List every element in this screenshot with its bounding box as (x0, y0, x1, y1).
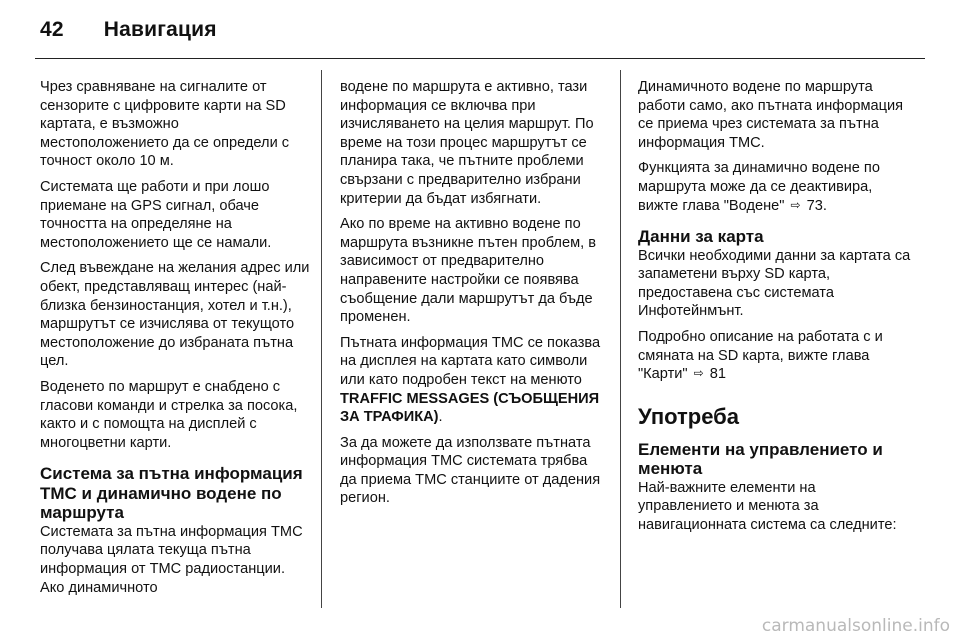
heading-tmc: Система за пътна информация TMC и динамично водене по маршрута (40, 464, 303, 523)
paragraph-text: Подробно описание на работата с и смяната на SD карта, вижте глава "Карти" (638, 329, 883, 383)
paragraph (638, 159, 913, 215)
column-divider (321, 70, 322, 608)
heading-usage: Употреба (638, 403, 740, 429)
paragraph (638, 328, 913, 384)
heading-map-data: Данни за карта (638, 227, 764, 247)
paragraph: Всички необходими данни за картата са запаметени върху SD карта, предоставена със системата Инфотейнмънт. (638, 247, 911, 320)
paragraph: Ако по време на активно водене по маршрута възникне пътен проблем, в зависимост от предварително направените настройки се появява съобщение дали маршрутът да бъде променен. (340, 216, 596, 326)
paragraph: Най-важните елементи на управлението и менюта за навигационната система са следните: (638, 479, 897, 533)
column-3 (638, 78, 913, 542)
page-ref-arrow-icon: ⇨ (693, 366, 704, 381)
heading-controls: Елементи на управлението и менюта (638, 439, 883, 479)
section-title: Навигация (103, 18, 217, 41)
column-divider (620, 70, 621, 608)
column-2 (340, 78, 605, 515)
paragraph-text: Пътната информация TMC се показва на дисплея на картата като символи или като подробен текст на менюто (340, 334, 601, 388)
page-ref: 73. (802, 197, 827, 214)
paragraph (340, 334, 605, 427)
page-header (40, 12, 217, 48)
paragraph-text: Функцията за динамично водене по маршрута може да се деактивира, вижте глава "Водене" (638, 160, 880, 214)
watermark: carmanualsonline.info (761, 616, 950, 636)
paragraph-text: . (438, 409, 443, 426)
paragraph: Воденето по маршрут е снабдено с гласови команди и стрелка за посока, както и с помощта на дисплей с многоцветни карти. (40, 378, 298, 451)
header-rule (35, 58, 925, 59)
paragraph: Динамичното водене по маршрута работи само, ако пътната информация се приема чрез системата за пътна информация TMC. (638, 79, 904, 151)
paragraph: За да можете да използвате пътната информация TMC системата трябва да приема TMC станциите от дадения регион. (340, 434, 601, 507)
menu-name-traffic-messages: TRAFFIC MESSAGES (СЪОБЩЕНИЯ ЗА ТРАФИКА) (340, 390, 600, 426)
column-1 (40, 78, 310, 604)
paragraph: Чрез сравняване на сигналите от сензорите с цифровите карти на SD картата, е възможно местоположението да се определи с точност около 10 м. (40, 79, 290, 170)
paragraph: водене по маршрута е активно, тази информация се включва при изчисляването на целия маршрут. По време на този процес маршрутът се планира така, че пътните проблеми свързани с предварително избрани критерии да бъдат избягнати. (340, 79, 594, 207)
page-ref: 81 (705, 366, 727, 383)
paragraph: Системата ще работи и при лошо приемане на GPS сигнал, обаче точността на определяне на местоположението ще се намали. (40, 178, 272, 251)
page-ref-arrow-icon: ⇨ (790, 197, 801, 212)
page-number: 42 (40, 18, 64, 41)
paragraph: Системата за пътна информация TMC получава цялата текуща пътна информация от TMC радиостанции. Ако динамичното (40, 523, 303, 596)
paragraph: След въвеждане на желания адрес или обект, представляващ интерес (най-близка бензиностанция, хотел и т.н.), маршрутът се изчислява от текущото местоположение до избраната пътна цел. (40, 260, 310, 370)
